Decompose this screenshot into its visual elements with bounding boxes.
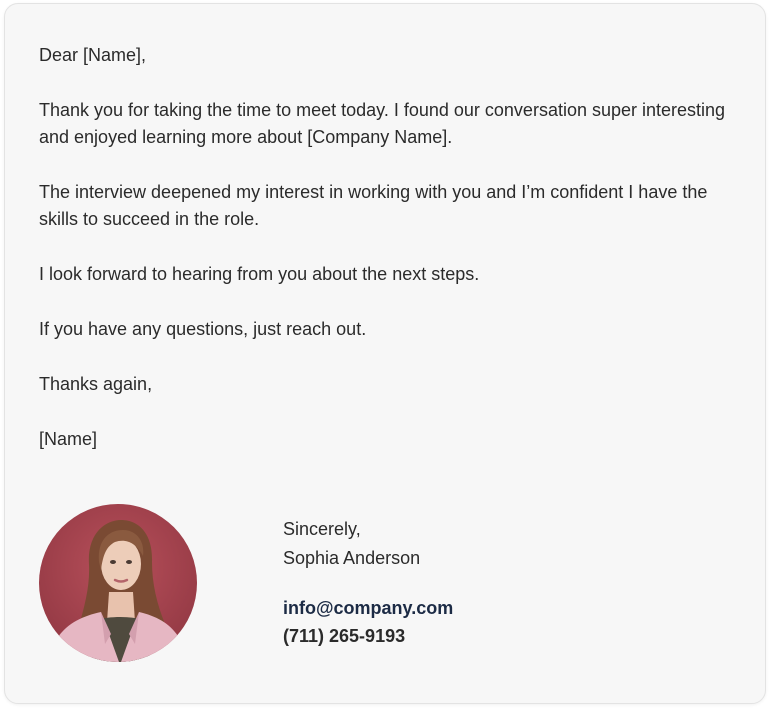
email-card [4,3,766,704]
paragraph-questions: If you have any questions, just reach out. [39,319,367,339]
email-link[interactable]: info@company.com [283,598,454,618]
paragraph-next-steps: I look forward to hearing from you about the next steps. [39,264,480,284]
closing-line: Thanks again, [39,374,153,394]
paragraph-interest: The interview deepened my interest in working with you and I’m confident I have the skills to succeed in the role. [39,182,708,229]
letter-body [39,42,739,481]
phone-number: (711) 265-9193 [283,626,406,646]
signature-block [283,515,420,573]
sender-name: Sophia Anderson [283,548,421,568]
signature-closing: Sincerely, [283,519,361,539]
contact-info [283,594,453,650]
paragraph-thanks: Thank you for taking the time to meet today. I found our conversation super interesting and enjoyed learning more about [Company Name]. [39,100,726,147]
avatar [39,504,197,662]
name-placeholder: [Name] [39,429,98,449]
greeting: Dear [Name], [39,45,147,65]
profile-photo [39,504,197,662]
